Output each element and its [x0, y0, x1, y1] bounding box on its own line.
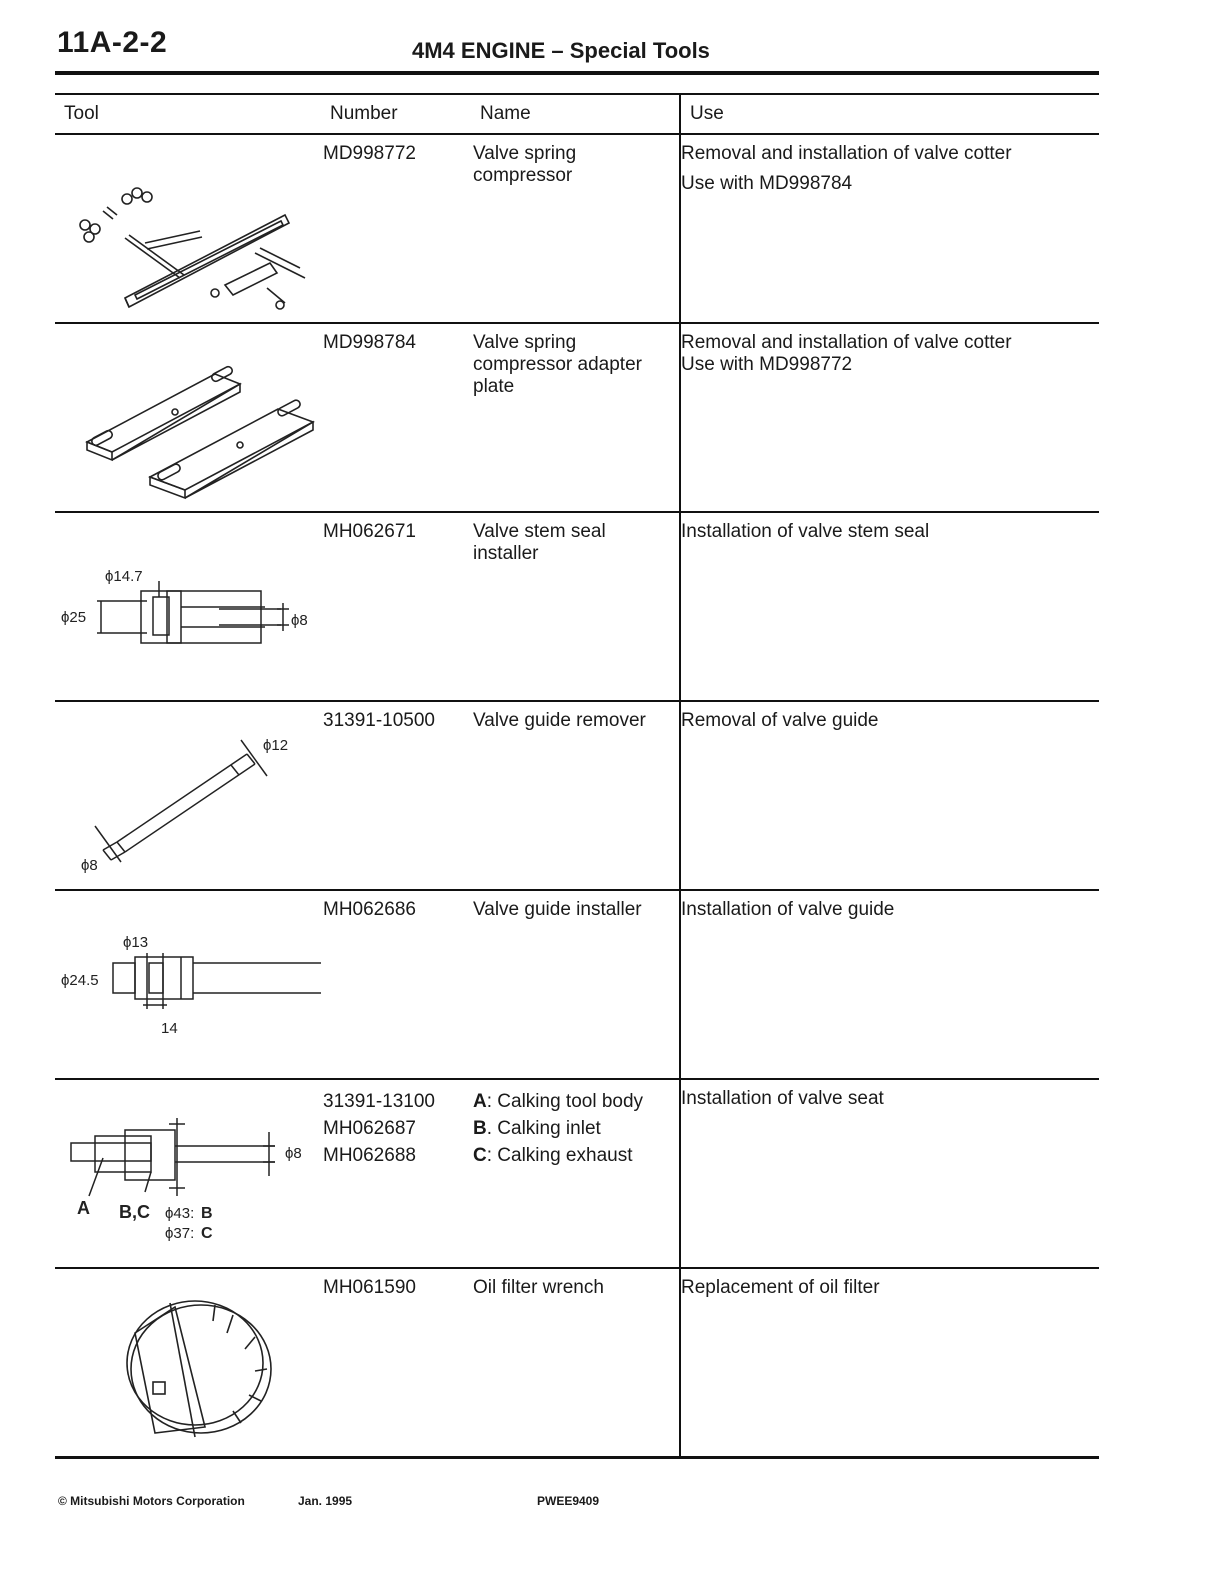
tool-number-cell	[323, 701, 473, 890]
col-header-name: Name	[473, 94, 680, 134]
tool-name-line: Oil filter wrench	[473, 1277, 604, 1298]
tool-use-line: Installation of valve guide	[681, 899, 895, 920]
tool-use-line: Removal and installation of valve cotter	[681, 332, 1012, 353]
dimension-label: ϕ24.5	[61, 972, 99, 989]
part-description: : Calking exhaust	[486, 1145, 633, 1166]
oil-filter-wrench-illustration	[55, 1277, 323, 1456]
dimension-label: ϕ25	[61, 609, 87, 626]
tool-name-line: Valve spring	[473, 332, 577, 353]
tool-cell	[55, 701, 323, 890]
tool-use-line: Use with MD998784	[681, 173, 853, 194]
title-engine: 4M4 ENGINE –	[412, 38, 564, 63]
part-description: : Calking tool body	[486, 1091, 644, 1112]
dimension-label: ϕ8	[291, 612, 308, 629]
tool-number-cell	[323, 1079, 473, 1268]
tool-cell	[55, 134, 323, 323]
page-number: 11A-2-2	[57, 26, 168, 59]
part-description: . Calking inlet	[486, 1118, 601, 1139]
part-label: C	[201, 1225, 213, 1242]
valve-guide-installer-drawing	[55, 899, 323, 1078]
tool-use-cell	[680, 890, 1099, 1079]
dimension-label: ϕ43:	[165, 1205, 195, 1222]
special-tools-table	[55, 93, 1099, 1459]
tool-number-cell	[323, 1268, 473, 1458]
tool-number-cell	[323, 134, 473, 323]
tool-number-cell	[323, 512, 473, 701]
tool-number: MH062687	[323, 1118, 416, 1139]
tool-use-cell	[680, 134, 1099, 323]
table-header-row	[55, 94, 1099, 134]
dimension-label: ϕ14.7	[105, 568, 143, 585]
table-row	[55, 1079, 1099, 1268]
tool-number: MD998784	[323, 332, 416, 353]
col-header-use: Use	[680, 94, 1099, 134]
tool-name-cell	[473, 890, 680, 1079]
part-label: A	[77, 1198, 90, 1218]
tool-name-line: installer	[473, 543, 539, 564]
footer-copyright: © Mitsubishi Motors Corporation	[58, 1494, 245, 1508]
table-row	[55, 890, 1099, 1079]
tool-number: MH061590	[323, 1277, 416, 1298]
tool-name-cell	[473, 1079, 680, 1268]
tool-name-item	[473, 1088, 679, 1115]
tool-cell	[55, 1268, 323, 1458]
tool-number: MH062686	[323, 899, 416, 920]
header-rule	[55, 71, 1099, 75]
tool-number-cell	[323, 323, 473, 512]
adapter-plate-illustration	[55, 332, 323, 511]
tool-use-line: Removal and installation of valve cotter	[681, 143, 1012, 164]
tool-cell	[55, 323, 323, 512]
tool-use-cell	[680, 512, 1099, 701]
tool-name-cell	[473, 1268, 680, 1458]
tool-name-cell	[473, 323, 680, 512]
tool-use-cell	[680, 1268, 1099, 1458]
dimension-label: ϕ37:	[165, 1225, 195, 1242]
part-label: C	[473, 1145, 487, 1166]
col-header-number: Number	[323, 94, 473, 134]
tool-number: 31391-13100	[323, 1091, 435, 1112]
table-row	[55, 512, 1099, 701]
tool-number: MH062688	[323, 1145, 416, 1166]
tool-cell	[55, 1079, 323, 1268]
tool-name-item	[473, 1142, 679, 1169]
table-row	[55, 323, 1099, 512]
table-row	[55, 1268, 1099, 1458]
dimension-label: ϕ8	[285, 1145, 302, 1162]
tool-number: MH062671	[323, 521, 416, 542]
tool-use-line: Replacement of oil filter	[681, 1277, 880, 1298]
table-row	[55, 134, 1099, 323]
footer-date: Jan. 1995	[298, 1494, 353, 1508]
tool-name-line: Valve spring	[473, 143, 577, 164]
tool-name-line: Valve guide installer	[473, 899, 642, 920]
calking-tool-drawing	[55, 1088, 323, 1267]
tool-name-line: plate	[473, 376, 515, 397]
title-subtitle: Special Tools	[569, 38, 710, 63]
footer-code: PWEE9409	[537, 1494, 600, 1508]
tool-use-cell	[680, 701, 1099, 890]
dimension-label: ϕ13	[123, 934, 149, 951]
tool-name-cell	[473, 701, 680, 890]
part-label: B,C	[119, 1202, 150, 1222]
tool-use-line: Installation of valve stem seal	[681, 521, 930, 542]
tool-name-line: Valve stem seal	[473, 521, 606, 542]
dimension-label: 14	[161, 1020, 178, 1037]
tool-use-line: Removal of valve guide	[681, 710, 879, 731]
tool-use-line: Installation of valve seat	[681, 1088, 884, 1109]
col-header-tool: Tool	[55, 94, 323, 134]
tool-cell	[55, 512, 323, 701]
tool-number: MD998772	[323, 143, 416, 164]
valve-stem-seal-installer-drawing	[55, 521, 323, 700]
tool-cell	[55, 890, 323, 1079]
tool-use-line: Use with MD998772	[681, 354, 853, 375]
tool-name-line: Valve guide remover	[473, 710, 646, 731]
tool-name-item	[473, 1115, 679, 1142]
part-label: B	[473, 1118, 487, 1139]
page-title	[412, 38, 710, 64]
tool-name-line: compressor adapter	[473, 354, 642, 375]
tool-number: 31391-10500	[323, 710, 435, 731]
table-row	[55, 701, 1099, 890]
tool-name-cell	[473, 512, 680, 701]
tool-use-cell	[680, 1079, 1099, 1268]
tool-name-line: compressor	[473, 165, 573, 186]
valve-spring-compressor-illustration	[55, 143, 323, 322]
valve-guide-remover-drawing	[55, 710, 323, 889]
part-label: A	[473, 1091, 487, 1112]
dimension-label: ϕ8	[81, 857, 98, 874]
tool-number-cell	[323, 890, 473, 1079]
tool-use-cell	[680, 323, 1099, 512]
tool-name-cell	[473, 134, 680, 323]
dimension-label: ϕ12	[263, 737, 289, 754]
part-label: B	[201, 1205, 213, 1222]
